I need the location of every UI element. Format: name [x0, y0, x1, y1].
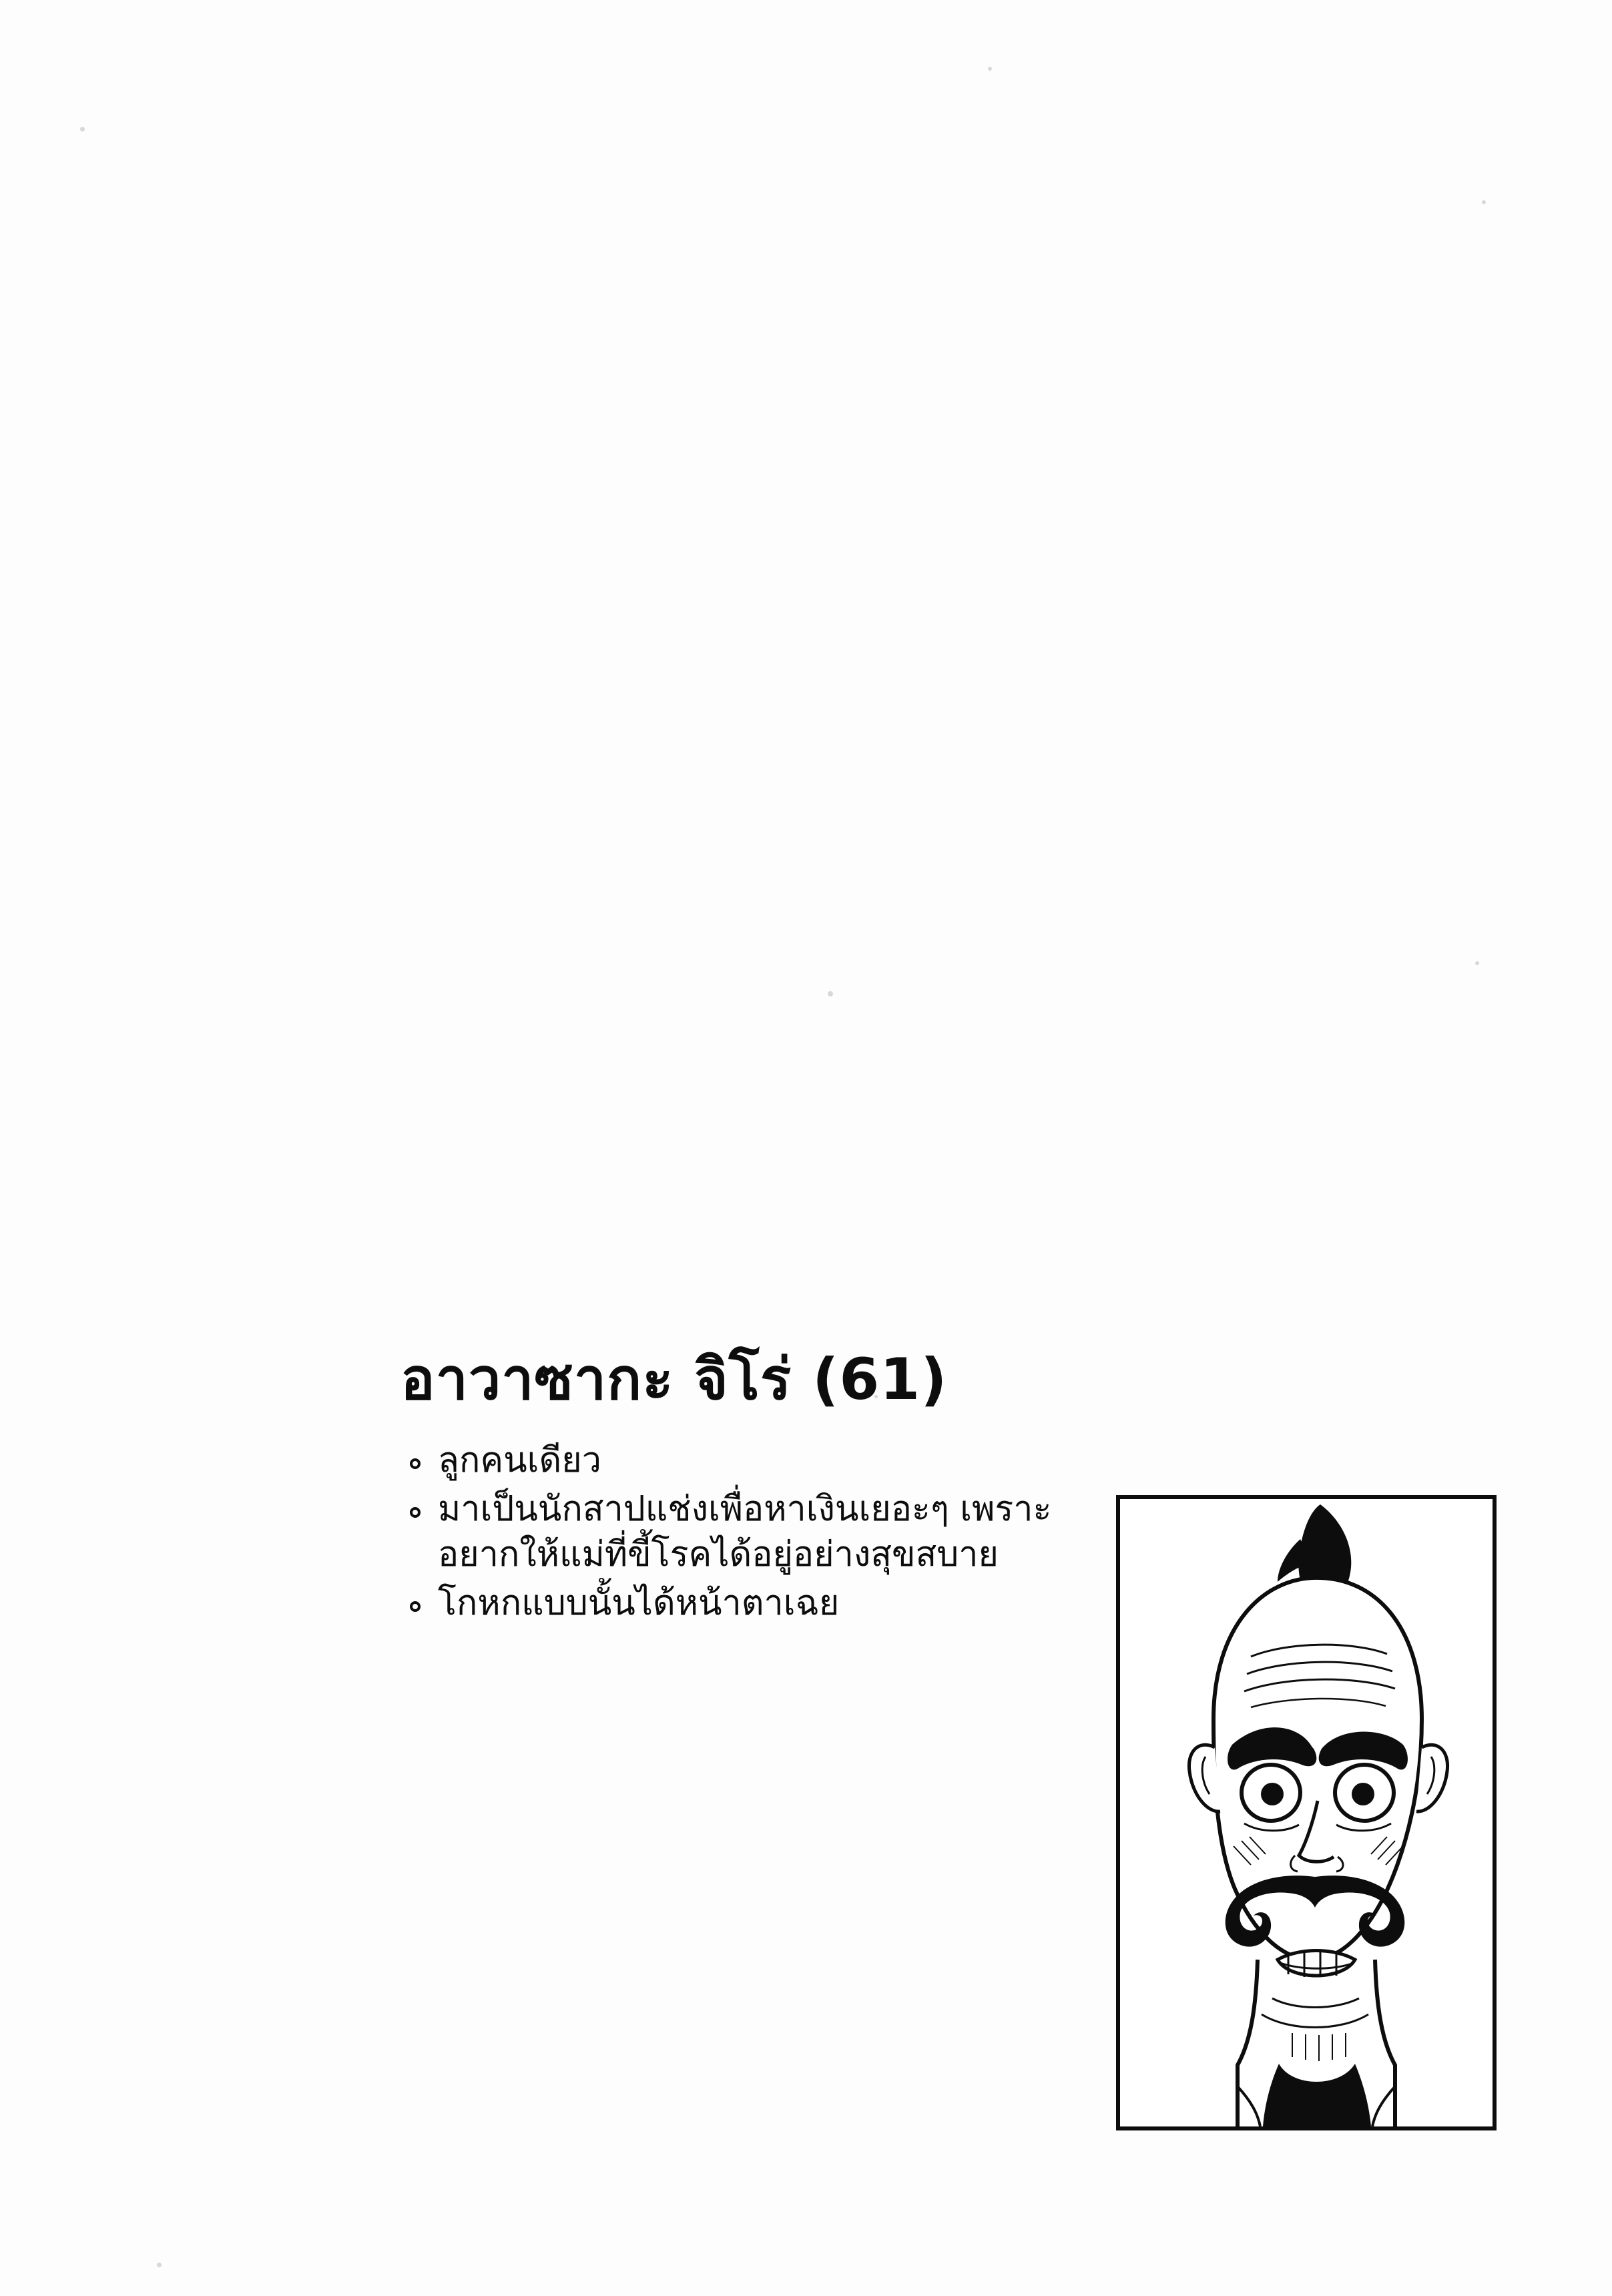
list-item: โกหกแบบนั้นได้หน้าตาเฉย	[400, 1581, 1068, 1627]
paper-speck	[828, 991, 833, 996]
character-face-illustration	[1120, 1499, 1493, 2126]
paper-speck	[988, 67, 992, 71]
list-item: มาเป็นนักสาปแช่งเพื่อหาเงินเยอะๆ เพราะอยากให้แม่ที่ขี้โรคได้อยู่อย่างสุขสบาย	[400, 1487, 1068, 1577]
portrait-panel	[1116, 1495, 1497, 2130]
character-profile	[400, 1348, 1155, 1631]
page-title: อาวาซากะ จิโร่ (61)	[400, 1346, 948, 1413]
paper-speck	[1482, 200, 1486, 204]
profile-bullet-list	[400, 1438, 1068, 1627]
paper-speck	[1475, 961, 1479, 965]
list-item: ลูกคนเดียว	[400, 1438, 1068, 1484]
paper-speck	[80, 127, 85, 131]
paper-speck	[157, 2263, 162, 2267]
